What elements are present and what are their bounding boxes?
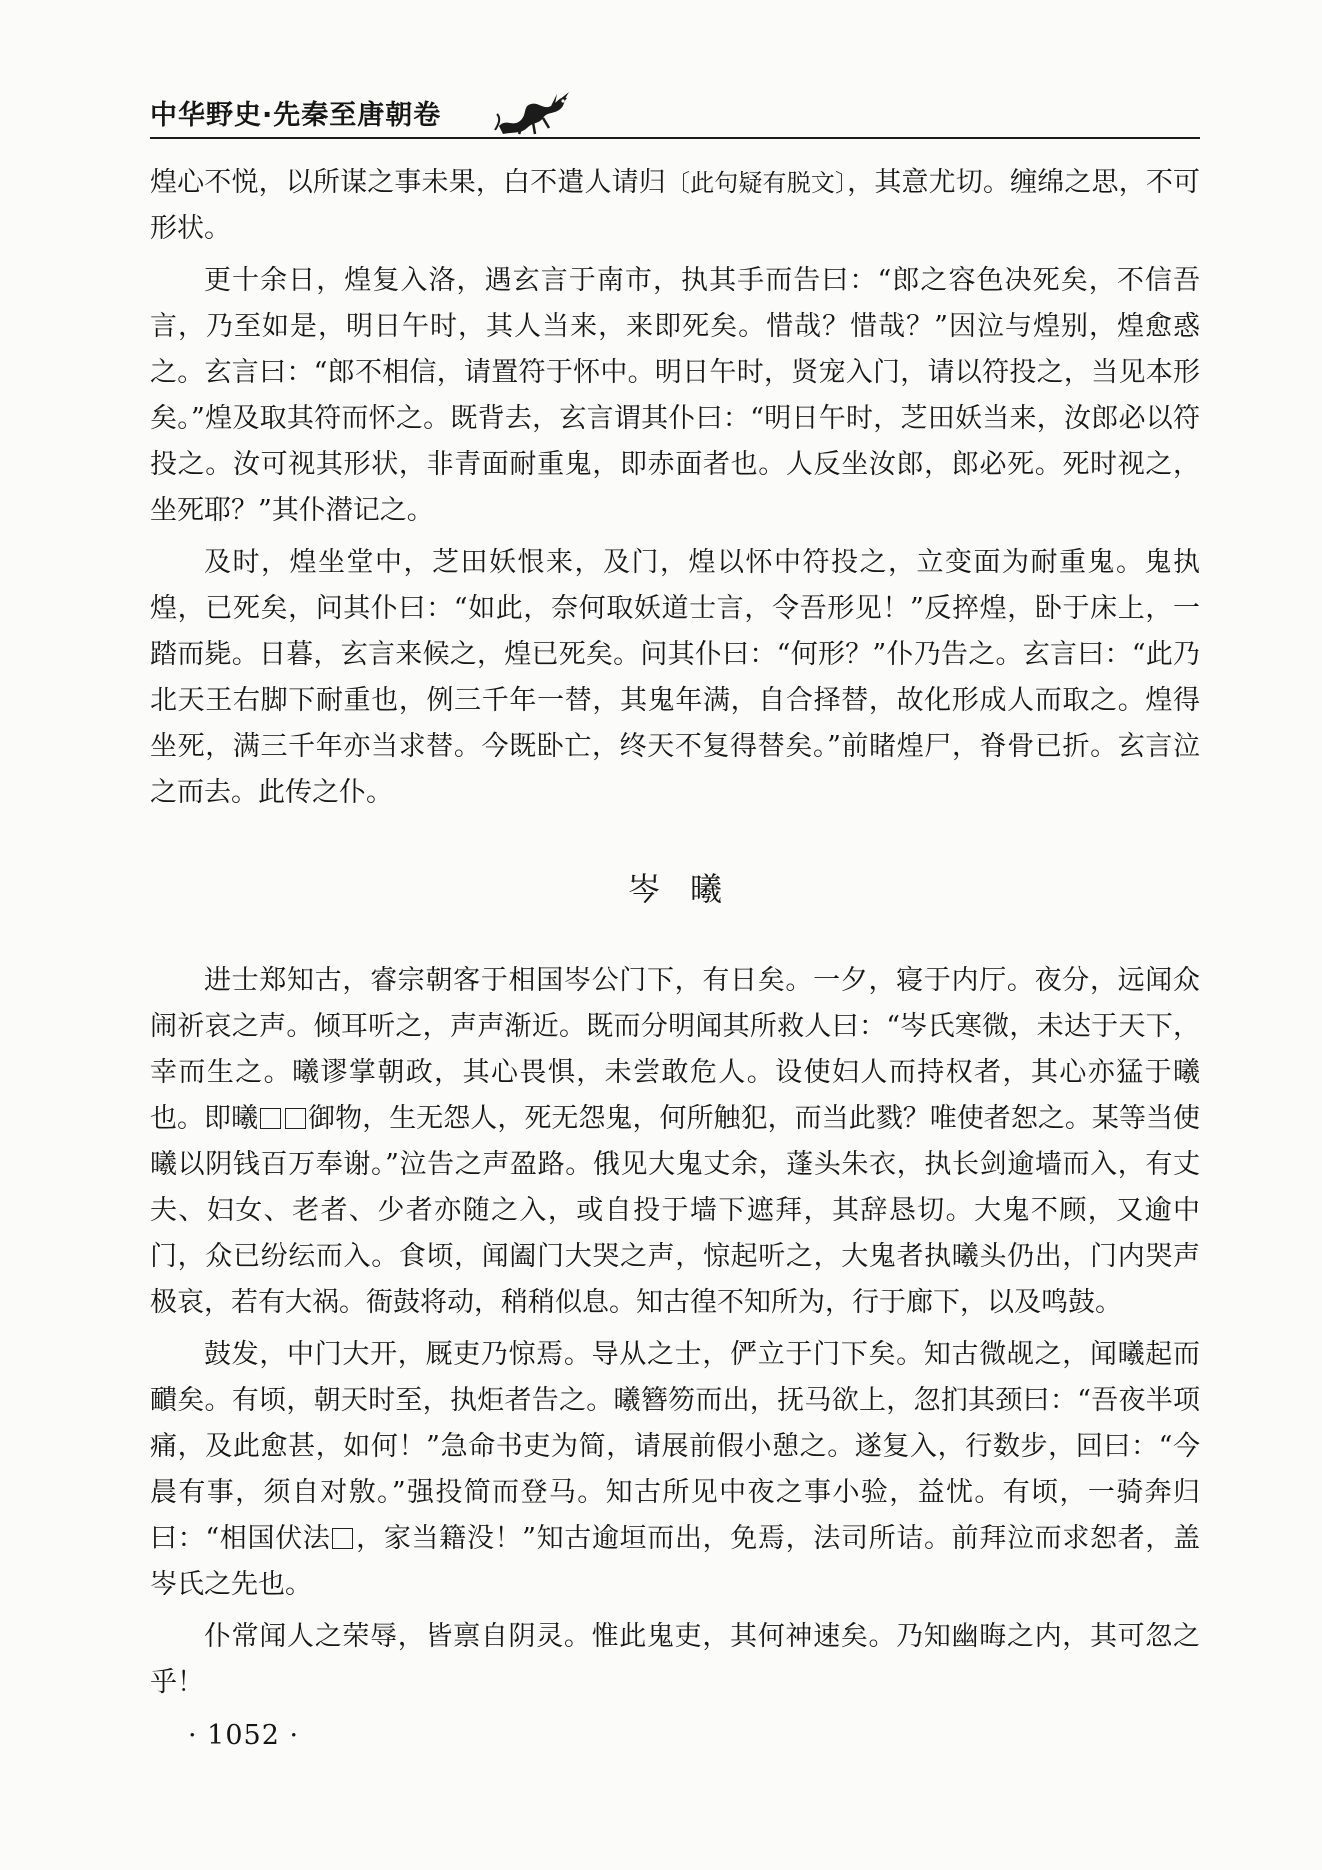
paragraph: 及时，煌坐堂中，芝田妖恨来，及门，煌以怀中符投之，立变面为耐重鬼。鬼执煌，已死矣，问其仆曰：“如此，奈何取妖道士言，令吾形见！”反捽煌，卧于床上，一踏而毙。日暮，玄言来候之，煌已死矣。问其仆曰：“何形？”仆乃告之。玄言曰：“此乃北天王右脚下耐重也，例三千年一替，其鬼年满，自合择替，故化形成人而取之。煌得坐死，满三千年亦当求替。今既卧亡，终天不复得替矣。”前睹煌尸，脊骨已折。玄言泣之而去。此传之仆。 (150, 547, 1200, 808)
page-number: · 1052 · (188, 1720, 300, 1751)
missing-char-box (285, 1108, 306, 1129)
paragraph: 鼓发，中门大开，厩吏乃惊焉。导从之士，俨立于门下矣。知古微觇之，闻曦起而靧矣。有顷，朝天时至，执炬者告之。曦簪笏而出，抚马欲上，忽扪其颈曰：“吾夜半项痛，及此愈甚，如何！”急命书吏为简，请展前假小憩之。遂复入，行数步，回曰：“今晨有事，须自对敫。”强投简而登马。知古所见中夜之事小验，益忧。有顷，一骑奔归曰：“相国伏法 ，家当籍没！”知古逾垣而出，免焉，法司所诘。前拜泣而求恕者，盖岑氏之先也。 (150, 1339, 1200, 1600)
missing-char-box (260, 1108, 281, 1129)
running-header (150, 88, 575, 136)
header-rule (150, 137, 1200, 139)
paragraph: 仆常闻人之荣辱，皆禀自阴灵。惟此鬼吏，其何神速矣。乃知幽晦之内，其可忽之乎！ (150, 1621, 1200, 1698)
book-title: 中华野史·先秦至唐朝卷 (150, 99, 442, 131)
section-title: 岑曦 (627, 870, 752, 908)
paragraph: 进士郑知古，睿宗朝客于相国岑公门下，有日矣。一夕，寝于内厅。夜分，远闻众闹祈哀之声。倾耳听之，声声渐近。既而分明闻其所救人曰：“岑氏寒微，未达于天下，幸而生之。曦谬掌朝政，其心畏惧，未尝敢危人。设使妇人而持权者，其心亦猛于曦也。即曦 御物，生无怨人，死无怨鬼，何所触犯，而当此戮？唯使者恕之。某等当使曦以阴钱百万奉谢。”泣告之声盈路。俄见大鬼丈余，蓬头朱衣，执长剑逾墙而入，有丈夫、妇女、老者、少者亦随之入，或自投于墙下遮拜，其辞恳切。大鬼不顾，又逾中门，众已纷纭而入。食顷，闻阖门大哭之声，惊起听之，大鬼者执曦头仍出，门内哭声极哀，若有大祸。衙鼓将动，稍稍似息。知古徨不知所为，行于廊下，以及鸣鼓。 (150, 965, 1200, 1318)
editor-note: 〔此句疑有脱文〕 (665, 169, 848, 197)
page-body (150, 160, 1200, 1712)
paragraph: 更十余日，煌复入洛，遇玄言于南市，执其手而告曰：“郎之容色决死矣，不信吾言，乃至如是，明日午时，其人当来，来即死矣。惜哉？惜哉？”因泣与煌别，煌愈惑之。玄言曰：“郎不相信，请置符于怀中。明日午时，贤宠入门，请以符投之，当见本形矣。”煌及取其符而怀之。既背去，玄言谓其仆曰：“明日午时，芝田妖当来，汝郎必以符投之。汝可视其形状，非青面耐重鬼，即赤面者也。人反坐汝郎，郎必死。死时视之，坐死耶？”其仆潜记之。 (150, 265, 1200, 526)
paragraph: 煌心不悦，以所谋之事未果，白不遣人请归〔此句疑有脱文〕，其意尤切。缠绵之思，不可形状。 (150, 167, 1201, 244)
dragon-icon (493, 88, 575, 136)
missing-char-box (332, 1528, 353, 1549)
